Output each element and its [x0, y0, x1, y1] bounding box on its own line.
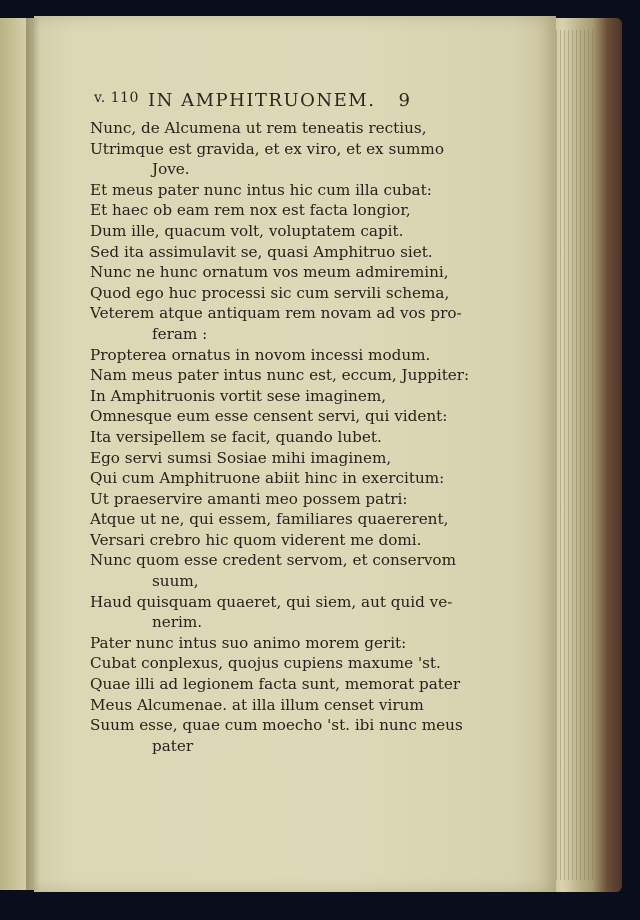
verse-line: Et haec ob eam rem nox est facta longior, — [90, 201, 411, 220]
page-gutter — [26, 18, 40, 890]
verse-line: Suum esse, quae cum moecho 'st. ibi nunc meus — [90, 716, 463, 735]
verse-continuation: pater — [152, 736, 194, 755]
verse-continuation: nerim. — [152, 613, 203, 632]
verse-line: Meus Alcumenae. at illa illum censet virum — [90, 695, 424, 714]
verse-line: In Amphitruonis vortit sese imaginem, — [90, 386, 387, 405]
verse-line: Et meus pater nunc intus hic cum illa cubat: — [90, 180, 432, 199]
verse-line: Quod ego huc processi sic cum servili schema, — [90, 283, 450, 302]
page-number: 9 — [398, 90, 410, 111]
verse-continuation: Jove. — [152, 160, 190, 179]
verse-line: Dum ille, quacum volt, voluptatem capit. — [90, 221, 404, 240]
verse-continuation: suum, — [152, 572, 199, 591]
running-header — [94, 90, 410, 114]
verse-line: Propterea ornatus in novom incessi modum. — [90, 345, 431, 364]
verse-line: Sed ita assimulavit se, quasi Amphitruo siet. — [90, 242, 433, 261]
verse-line: Nam meus pater intus nunc est, eccum, Juppiter: — [90, 366, 470, 385]
verse-reference: v. 110 — [94, 90, 139, 106]
verse-line: Pater nunc intus suo animo morem gerit: — [90, 633, 407, 652]
verse-line: Haud quisquam quaeret, qui siem, aut quid ve- — [90, 592, 453, 611]
verse-line: Nunc ne hunc ornatum vos meum admiremini, — [90, 263, 449, 282]
verse-line: Veterem atque antiquam rem novam ad vos pro- — [90, 304, 462, 323]
verse-text-block — [90, 118, 470, 756]
verse-line: Ego servi sumsi Sosiae mihi imaginem, — [90, 448, 392, 467]
verse-line: Quae illi ad legionem facta sunt, memorat pater — [90, 675, 461, 694]
verse-line: Nunc quom esse credent servom, et conservom — [90, 551, 456, 570]
page-edges — [556, 30, 596, 880]
verse-line: Ita versipellem se facit, quando lubet. — [90, 427, 382, 446]
verse-line: Nunc, de Alcumena ut rem teneatis rectius, — [90, 119, 427, 137]
verse-line: Ut praeservire amanti meo possem patri: — [90, 489, 408, 508]
verse-line: Omnesque eum esse censent servi, qui vident: — [90, 407, 448, 426]
verse-line: Versari crebro hic quom viderent me domi. — [90, 530, 422, 549]
verse-line: Utrimque est gravida, et ex viro, et ex summo — [90, 139, 444, 158]
verse-line: Qui cum Amphitruone abiit hinc in exercitum: — [90, 469, 445, 488]
verse-line: Atque ut ne, qui essem, familiares quaererent, — [90, 510, 449, 529]
verse-line: Cubat conplexus, quojus cupiens maxume 'st. — [90, 654, 441, 673]
verse-continuation: feram : — [152, 324, 208, 343]
running-title: IN AMPHITRUONEM. — [148, 90, 376, 111]
